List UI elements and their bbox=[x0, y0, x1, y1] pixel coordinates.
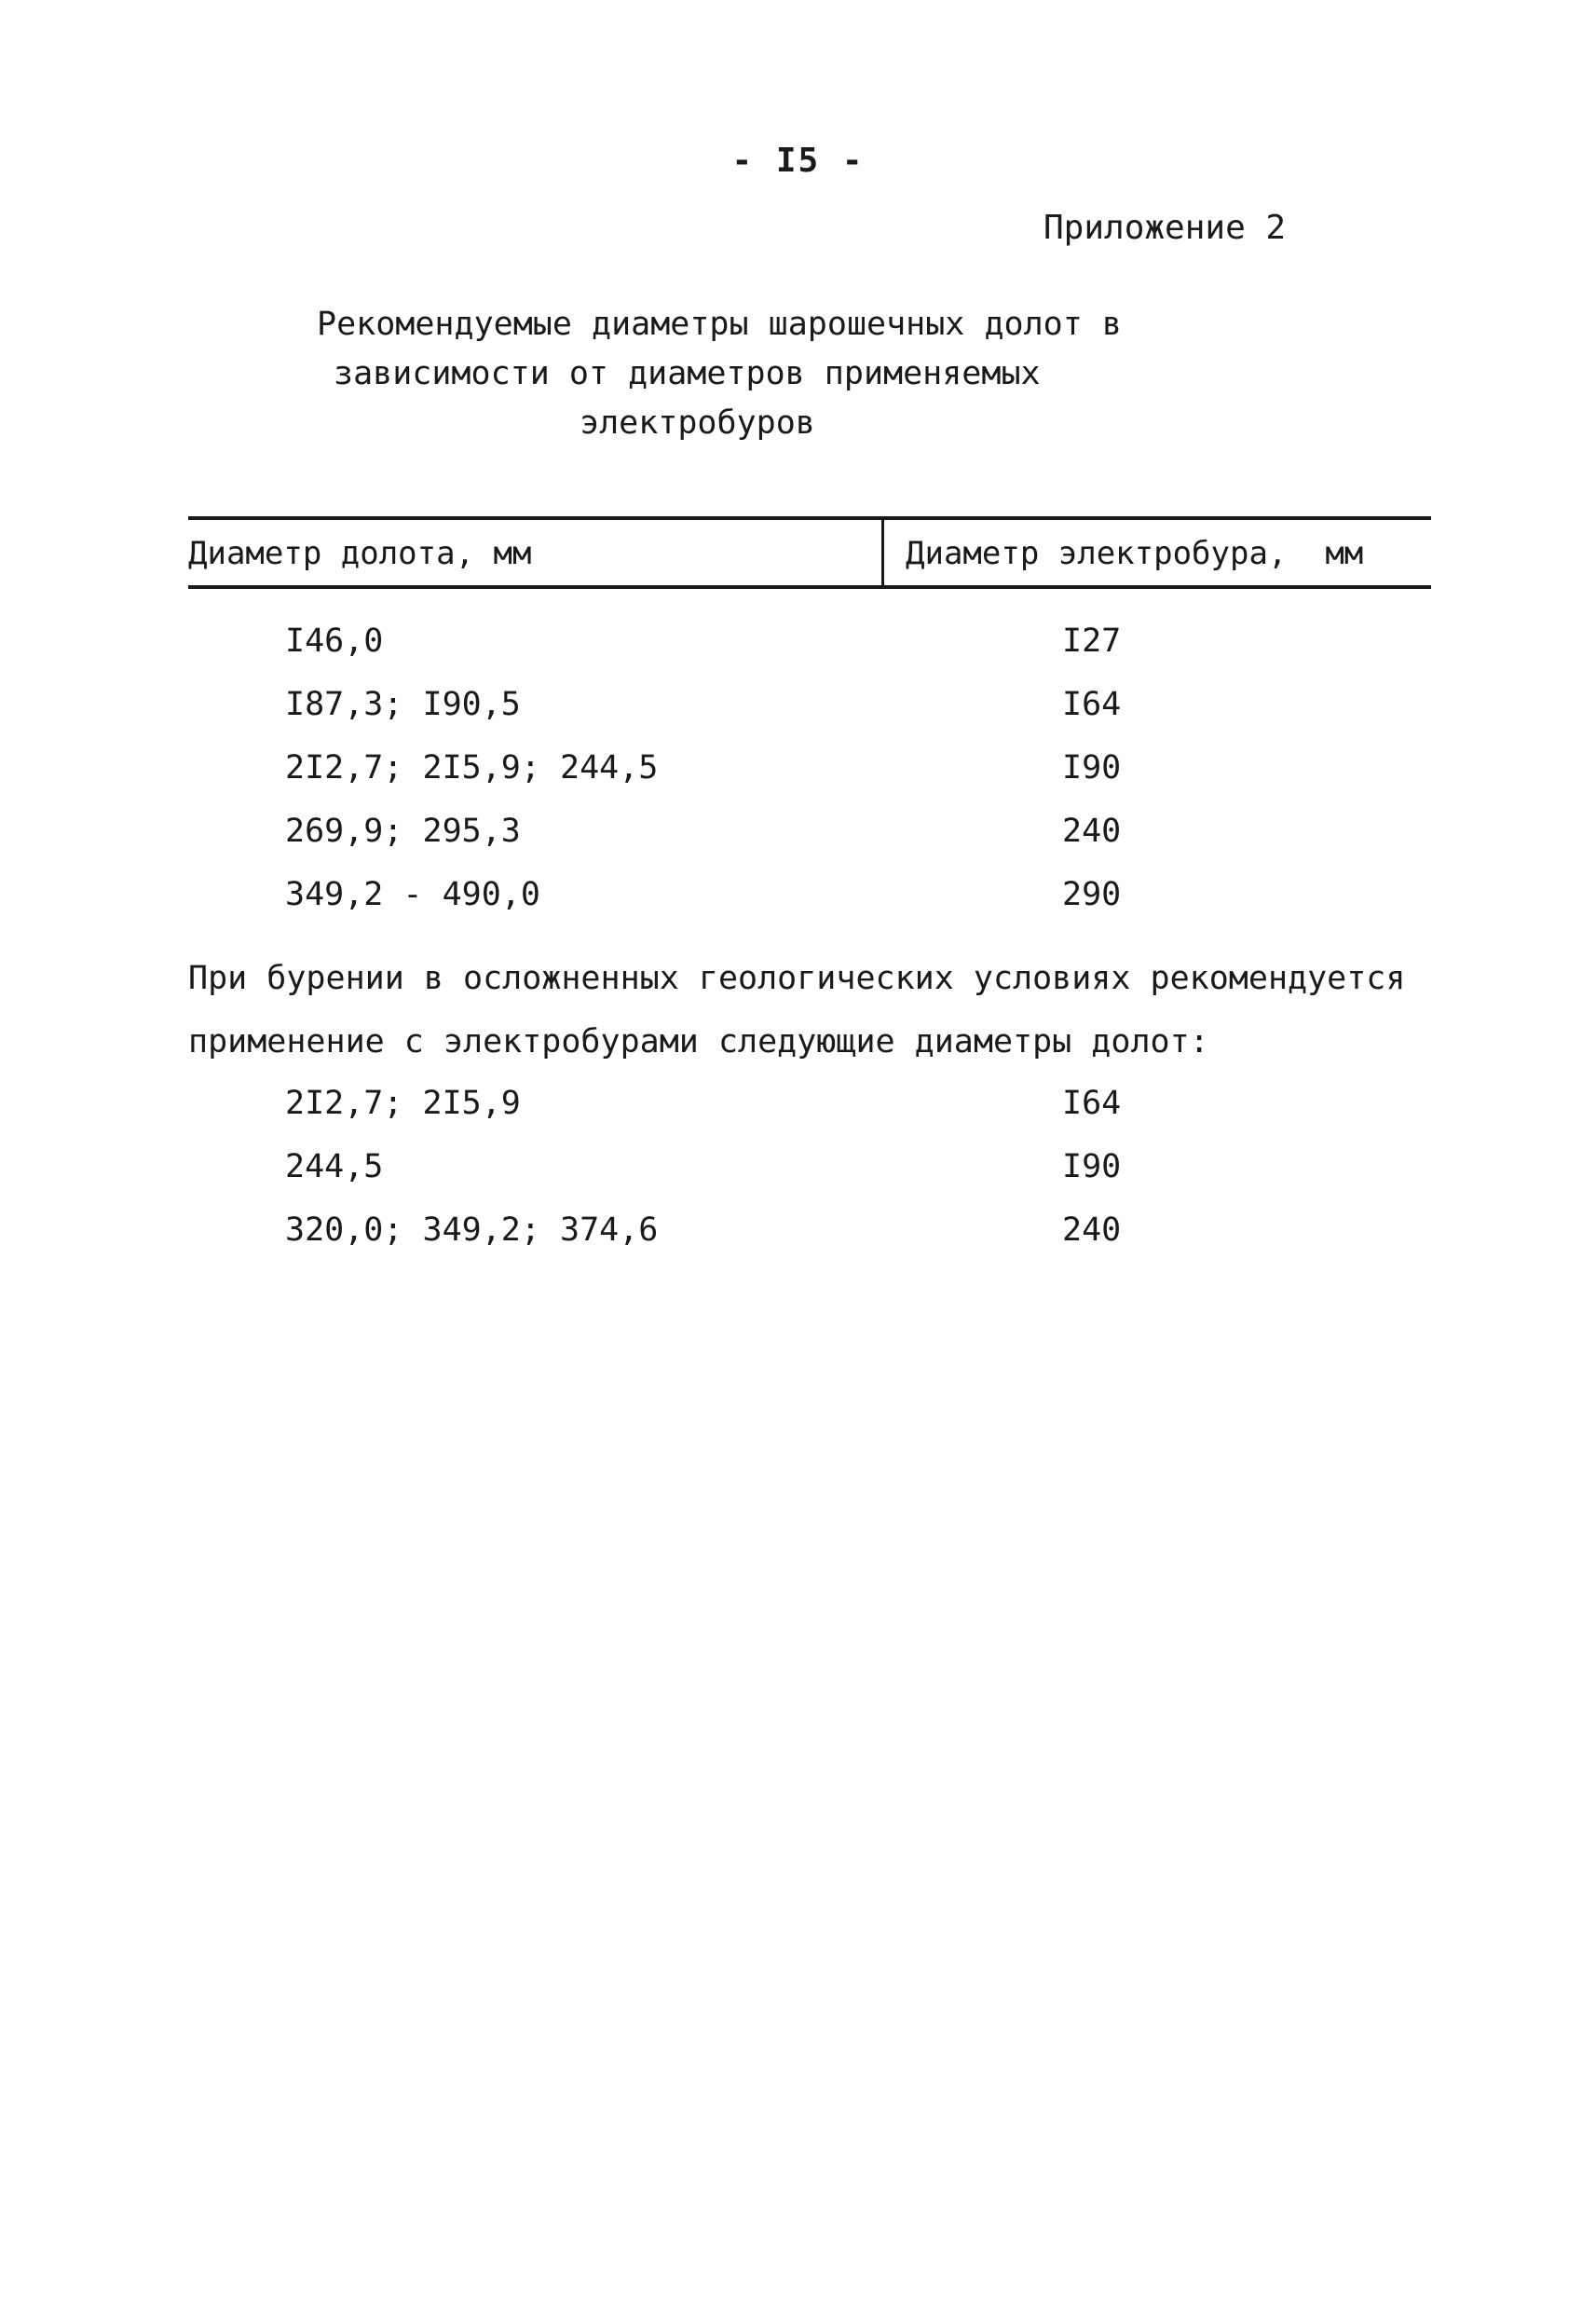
drill-diameter-cell: 290 bbox=[1062, 876, 1122, 913]
bit-diameter-cell: 269,9; 295,3 bbox=[285, 813, 521, 850]
bit-diameter-cell: 320,0; 349,2; 374,6 bbox=[285, 1211, 659, 1249]
note-line: применение с электробурами следующие диаметры долот: bbox=[188, 1023, 1209, 1060]
table-row bbox=[0, 686, 1596, 742]
bit-diameter-cell: I87,3; I90,5 bbox=[285, 686, 521, 723]
header-drill-diameter: Диаметр электробура, мм bbox=[906, 535, 1364, 572]
drill-diameter-cell: 240 bbox=[1062, 813, 1122, 850]
table-row bbox=[0, 1148, 1596, 1204]
appendix-label: Приложение 2 bbox=[1044, 209, 1287, 247]
table-row bbox=[0, 1211, 1596, 1267]
drill-diameter-cell: I64 bbox=[1062, 1085, 1122, 1122]
drill-diameter-cell: 240 bbox=[1062, 1211, 1122, 1249]
table-header bbox=[188, 516, 1431, 589]
table-title bbox=[317, 300, 1122, 448]
bit-diameter-cell: 244,5 bbox=[285, 1148, 384, 1185]
header-bit-diameter: Диаметр долота, мм bbox=[188, 535, 532, 572]
bit-diameter-cell: 2I2,7; 2I5,9; 244,5 bbox=[285, 749, 659, 787]
bit-diameter-cell: I46,0 bbox=[285, 622, 384, 660]
title-line: зависимости от диаметров применяемых bbox=[334, 355, 1041, 392]
title-line: электробуров bbox=[580, 404, 815, 442]
title-line: Рекомендуемые диаметры шарошечных долот в bbox=[317, 306, 1122, 343]
note-line: При бурении в осложненных геологических условиях рекомендуется bbox=[188, 960, 1406, 997]
drill-diameter-cell: I90 bbox=[1062, 1148, 1122, 1185]
table-row bbox=[0, 876, 1596, 932]
bit-diameter-cell: 349,2 - 490,0 bbox=[285, 876, 540, 913]
drill-diameter-cell: I90 bbox=[1062, 749, 1122, 787]
bit-diameter-cell: 2I2,7; 2I5,9 bbox=[285, 1085, 521, 1122]
table-row bbox=[0, 622, 1596, 678]
page-number: - I5 - bbox=[731, 142, 865, 180]
drill-diameter-cell: I27 bbox=[1062, 622, 1122, 660]
header-divider bbox=[881, 520, 884, 585]
table-row bbox=[0, 1085, 1596, 1141]
table-row bbox=[0, 749, 1596, 805]
table-row bbox=[0, 813, 1596, 869]
drill-diameter-cell: I64 bbox=[1062, 686, 1122, 723]
complicated-conditions-note bbox=[188, 947, 1437, 1074]
